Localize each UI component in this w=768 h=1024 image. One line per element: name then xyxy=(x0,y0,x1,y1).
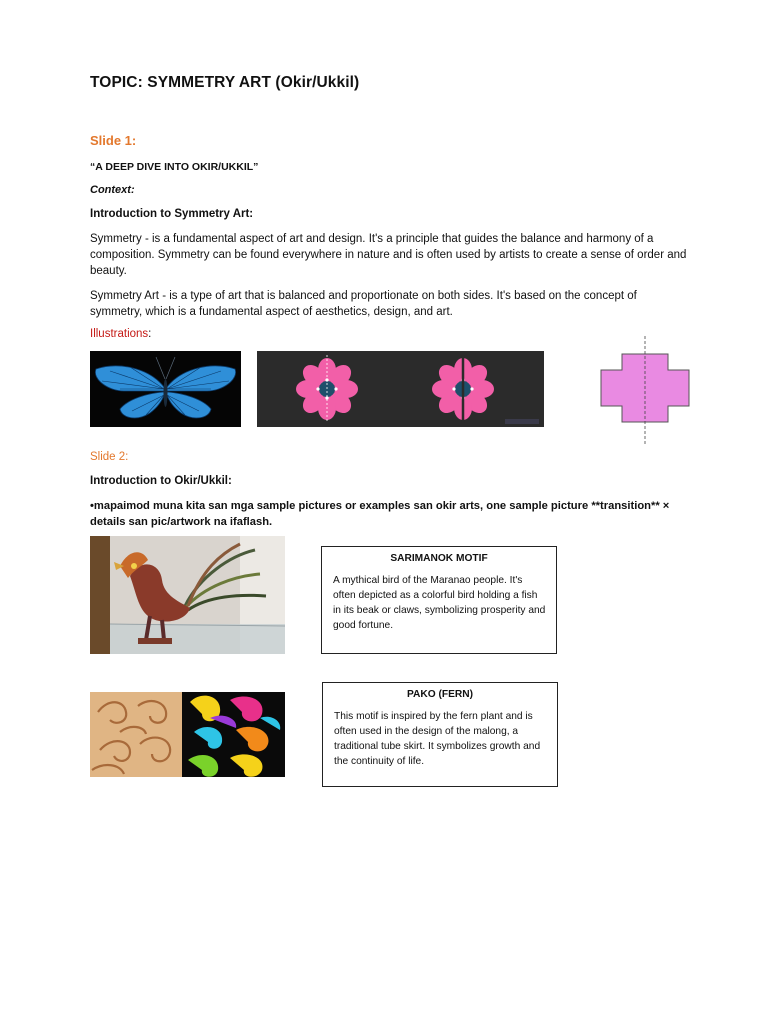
illustrations-label-text: Illustrations xyxy=(90,328,149,340)
flower-symmetry-icon xyxy=(257,351,544,427)
sarimanok-motif-box xyxy=(321,546,557,654)
illustrations-label xyxy=(90,328,151,340)
slide-1-label: Slide 1: xyxy=(90,133,137,148)
pako-motif-title: PAKO (FERN) xyxy=(406,689,474,700)
sarimanok-icon xyxy=(90,536,285,654)
pako-motif-text: This motif is inspired by the fern plant and is often used in the design of the malong, a traditional tube skirt. It symbolizes growth and the continuity of life. xyxy=(334,711,541,767)
context-label: Context: xyxy=(90,184,135,196)
pako-fern-photo xyxy=(90,692,285,777)
butterfly-icon xyxy=(90,351,241,427)
symmetry-definition: Symmetry - is a fundamental aspect of art and design. It's a principle that guides the balance and harmony of a composition. Symmetry can be found everywhere in nature and is often used by artists to create a sense of order and beauty. xyxy=(90,233,687,278)
cross-shape-icon xyxy=(599,336,691,444)
okir-bullet-text: •mapaimod muna kita san mga sample pictures or examples san okir arts, one sample picture **transition** × details san pic/artwork na ifaflash. xyxy=(90,500,670,528)
fern-pattern-icon xyxy=(90,692,285,777)
pako-motif-box xyxy=(322,682,558,787)
symmetry-art-definition: Symmetry Art - is a type of art that is balanced and proportionate on both sides. It's based on the concept of symmetry, which is a fundamental aspect of aesthetics, design, and art. xyxy=(90,290,637,319)
intro-symmetry-heading: Introduction to Symmetry Art: xyxy=(90,208,254,220)
sarimanok-photo xyxy=(90,536,285,654)
sarimanok-motif-title: SARIMANOK MOTIF xyxy=(390,553,488,564)
cross-illustration xyxy=(599,336,691,444)
slide-2-label: Slide 2: xyxy=(90,451,129,463)
slide-1-quote: “A DEEP DIVE INTO OKIR/UKKIL” xyxy=(90,161,259,173)
flowers-illustration xyxy=(257,351,544,427)
sarimanok-motif-text: A mythical bird of the Maranao people. It's often depicted as a colorful bird holding a fish in its beak or claws, symbolizing prosperity and good fortune. xyxy=(333,575,546,631)
butterfly-illustration xyxy=(90,351,241,427)
illustrations-colon: : xyxy=(148,328,152,340)
intro-okir-heading: Introduction to Okir/Ukkil: xyxy=(90,475,232,487)
page-title: TOPIC: SYMMETRY ART (Okir/Ukkil) xyxy=(90,74,360,91)
